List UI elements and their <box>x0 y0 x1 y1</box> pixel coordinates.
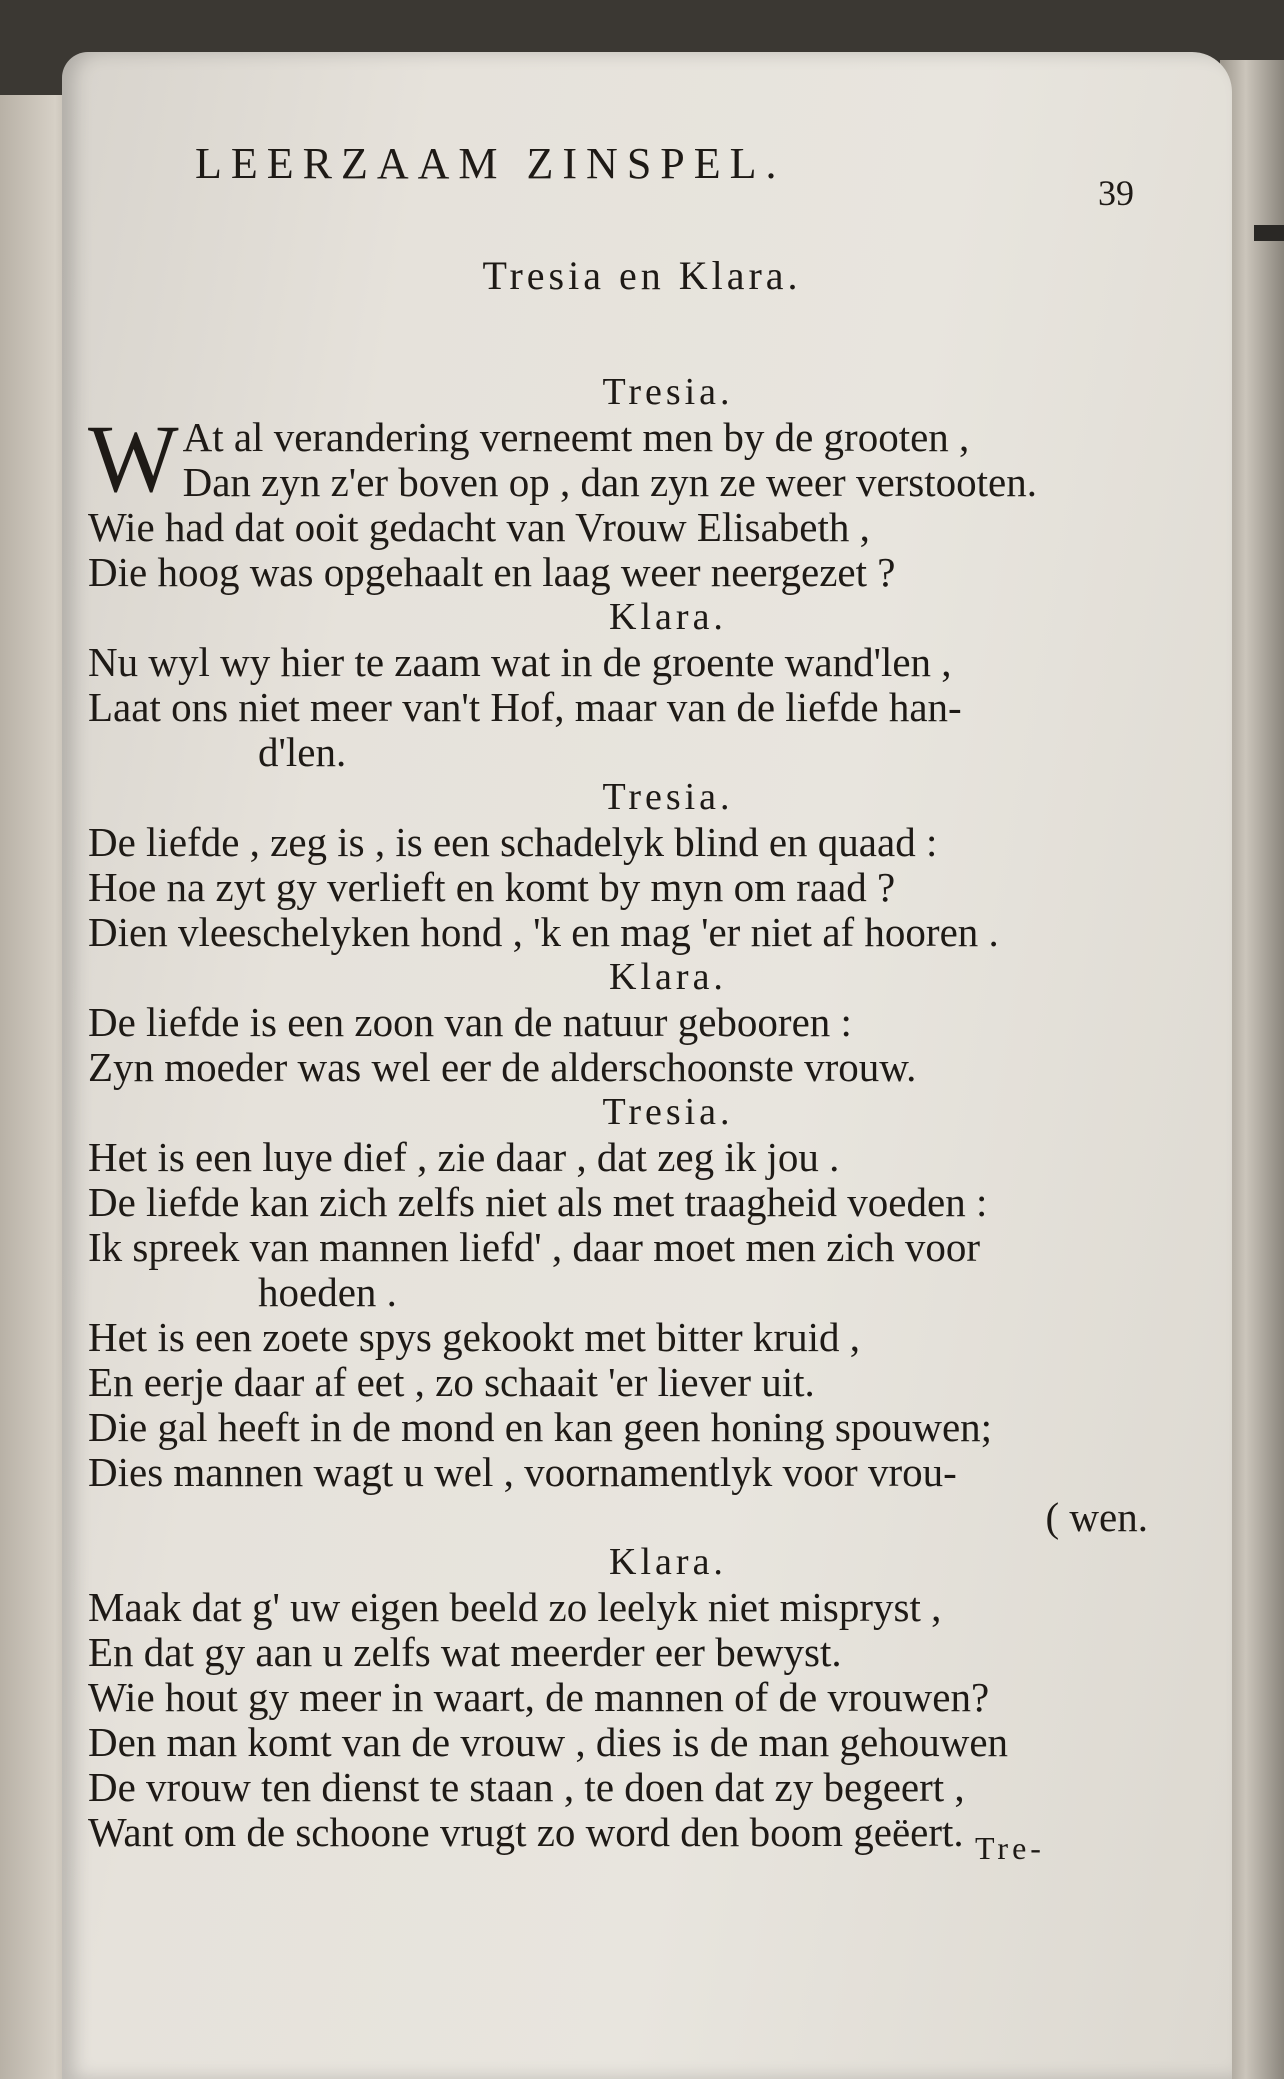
verse-line: Dan zyn z'er boven op , dan zyn ze weer verstooten. <box>182 459 1037 505</box>
verse-line: En eerje daar af eet , zo schaait 'er liever uit. <box>88 1359 815 1405</box>
speaker-name: Tresia. <box>602 1091 734 1133</box>
verse-line: Zyn moeder was wel eer de alderschoonste vrouw. <box>88 1044 917 1090</box>
speaker-name: Tresia. <box>602 776 734 818</box>
drop-cap: W <box>88 405 179 512</box>
verse-line-text: At al verandering verneemt men by de grooten , <box>182 414 970 460</box>
page-number: 39 <box>1098 173 1134 213</box>
running-head: LEERZAAM ZINSPEL. <box>195 139 786 188</box>
verse-line: Het is een zoete spys gekookt met bitter kruid , <box>88 1314 860 1360</box>
verse-line: Nu wyl wy hier te zaam wat in de groente wand'len , <box>88 639 952 685</box>
verse-line: De vrouw ten dienst te staan , te doen dat zy begeert , <box>88 1764 965 1810</box>
verse-line: En dat gy aan u zelfs wat meerder eer bewyst. <box>88 1629 842 1675</box>
verse-line-turnover: ( wen. <box>1045 1494 1148 1540</box>
catchword: Tre- <box>975 1830 1045 1866</box>
speaker-name: Tresia. <box>602 371 734 413</box>
verse-line: Ik spreek van mannen liefd' , daar moet men zich voor <box>88 1224 980 1270</box>
verse-line: De liefde is een zoon van de natuur gebooren : <box>88 999 852 1045</box>
verse-line: Die hoog was opgehaalt en laag weer neergezet ? <box>88 549 896 595</box>
verse-line: De liefde kan zich zelfs niet als met traagheid voeden : <box>88 1179 988 1225</box>
verse-line-continuation: d'len. <box>258 729 347 775</box>
speaker-name: Klara. <box>609 956 727 998</box>
page-tab <box>1254 225 1284 241</box>
verse-line: Maak dat g' uw eigen beeld zo leelyk niet mispryst , <box>88 1584 942 1630</box>
verse-line: Wie had dat ooit gedacht van Vrouw Elisabeth , <box>88 504 870 550</box>
verse-line: Wie hout gy meer in waart, de mannen of de vrouwen? <box>88 1674 990 1720</box>
verse-line: Hoe na zyt gy verlieft en komt by myn om raad ? <box>88 864 896 910</box>
verse-line: De liefde , zeg is , is een schadelyk blind en quaad : <box>88 819 938 865</box>
scene-title: Tresia en Klara. <box>482 253 802 298</box>
verse-line: Want om de schoone vrugt zo word den boom geëert. <box>88 1809 964 1855</box>
speaker-name: Klara. <box>609 1541 727 1583</box>
verse-line: Dien vleeschelyken hond , 'k en mag 'er niet af hooren . <box>88 909 999 955</box>
verse-line: Die gal heeft in de mond en kan geen honing spouwen; <box>88 1404 993 1450</box>
verse-line: Dies mannen wagt u wel , voornamentlyk voor vrou- <box>88 1449 957 1495</box>
verse-line: Laat ons niet meer van't Hof, maar van de liefde han- <box>88 684 962 730</box>
verse-line: Den man komt van de vrouw , dies is de man gehouwen <box>88 1719 1009 1765</box>
speaker-name: Klara. <box>609 596 727 638</box>
verse-block <box>88 370 1168 1855</box>
verse-line-continuation: hoeden . <box>258 1269 397 1315</box>
verse-line: Het is een luye dief , zie daar , dat zeg ik jou . <box>88 1134 840 1180</box>
